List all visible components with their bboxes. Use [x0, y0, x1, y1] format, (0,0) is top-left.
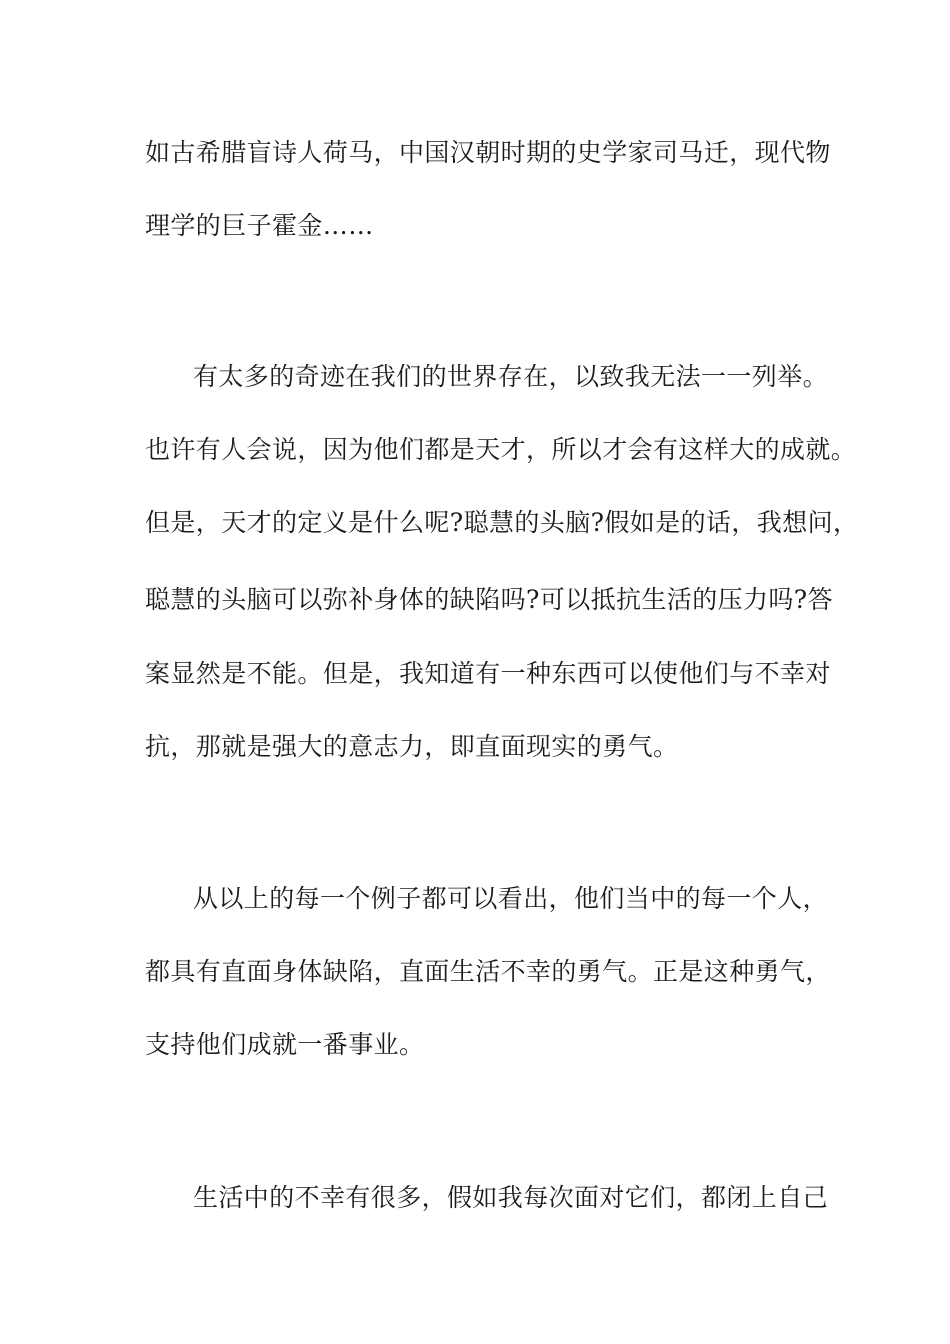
- paragraph-1-line-2: 理学的巨子霍金……: [145, 211, 374, 240]
- paragraph-2-line-5: 案显然是不能。但是，我知道有一种东西可以使他们与不幸对: [145, 659, 831, 688]
- paragraph-2-line-1: 有太多的奇迹在我们的世界存在，以致我无法一一列举。: [193, 362, 829, 391]
- paragraph-2-line-3: 但是，天才的定义是什么呢?聪慧的头脑?假如是的话，我想问，: [145, 508, 859, 537]
- paragraph-3-line-2: 都具有直面身体缺陷，直面生活不幸的勇气。正是这种勇气，: [145, 957, 831, 986]
- paragraph-2-line-2: 也许有人会说，因为他们都是天才，所以才会有这样大的成就。: [145, 435, 857, 464]
- paragraph-2-line-4: 聪慧的头脑可以弥补身体的缺陷吗?可以抵抗生活的压力吗?答: [145, 585, 834, 614]
- paragraph-1-line-1: 如古希腊盲诗人荷马，中国汉朝时期的史学家司马迁，现代物: [145, 138, 831, 167]
- paragraph-3-line-3: 支持他们成就一番事业。: [145, 1030, 425, 1059]
- paragraph-3-line-1: 从以上的每一个例子都可以看出，他们当中的每一个人，: [193, 884, 829, 913]
- paragraph-2-line-6: 抗，那就是强大的意志力，即直面现实的勇气。: [145, 732, 679, 761]
- paragraph-4-line-1: 生活中的不幸有很多，假如我每次面对它们，都闭上自己: [193, 1183, 829, 1212]
